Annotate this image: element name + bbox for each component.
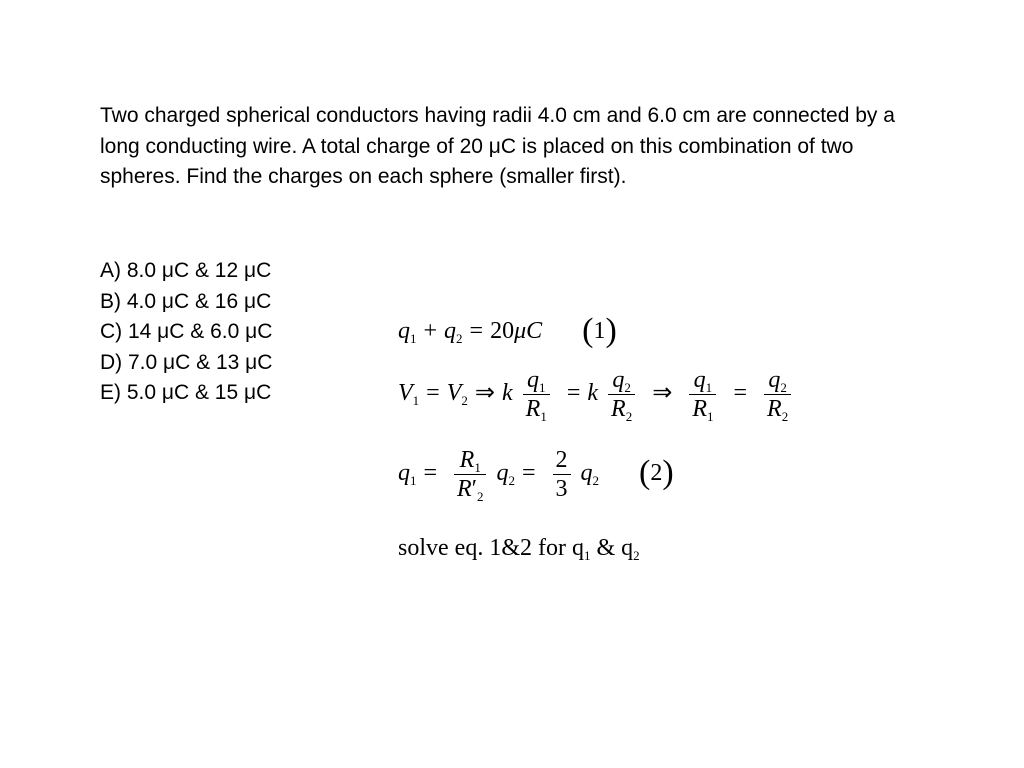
solve-instruction <box>398 535 640 562</box>
question-text: Two charged spherical conductors having radii 4.0 cm and 6.0 cm are connected by a long conducting wire. A total charge of 20 μC is placed on this combination of two spheres. Find the charges on each sphere (smaller first). <box>100 104 895 188</box>
option-a: A) 8.0 μC & 12 μC <box>100 259 272 282</box>
solve-text: solve eq. 1&2 for q <box>398 535 584 561</box>
eq1-unit: μC <box>514 318 543 344</box>
fraction-q2-r2-b: $\frac{q_2}{R_2}$ <box>764 366 791 423</box>
eq1-total: 20 <box>490 318 515 344</box>
equation-2: $q_1$ = $\frac{R_1}{R'_2}$ $q_2$ = $\frac{2}{3}$ $q_2$ (2) <box>398 447 674 504</box>
solve-sub-2: 2 <box>633 548 640 563</box>
fraction-q1-r1-b: $\frac{q_1}{R_1}$ <box>689 366 716 423</box>
option-c: C) 14 μC & 6.0 μC <box>100 320 273 343</box>
question-text-block <box>100 101 920 193</box>
solve-sub-1: 1 <box>583 548 591 563</box>
fraction-q1-r1: $\frac{q_1}{R_1}$ <box>523 366 550 423</box>
option-d: D) 7.0 μC & 13 μC <box>100 350 273 374</box>
fraction-r1-r2: $\frac{R_1}{R'_2}$ <box>454 446 486 503</box>
equation-potential: $V_1 = V_2$ ⇒ k $\frac{q_1}{R_1}$ = k $\frac{q_2}{R_2}$ ⇒ $\frac{q_1}{R_1}$ = $\frac{q_2}{R_2}$ <box>398 366 795 423</box>
fraction-q2-r2: $\frac{q_2}{R_2}$ <box>608 366 635 423</box>
equation-1: $q_1 + q_2 = 20\mu C$ (1) <box>398 312 617 349</box>
eq1-label: 1 <box>593 318 606 344</box>
fraction-ratio <box>553 446 571 503</box>
ratio-numerator: 2 <box>555 447 568 473</box>
option-e: E) 5.0 μC & 15 μC <box>100 381 272 404</box>
eq2-label: 2 <box>650 460 663 487</box>
option-b: B) 4.0 μC & 16 μC <box>100 289 272 313</box>
ratio-denominator: 3 <box>553 474 571 503</box>
solve-amp: & q <box>596 535 634 561</box>
answer-options <box>100 256 272 409</box>
